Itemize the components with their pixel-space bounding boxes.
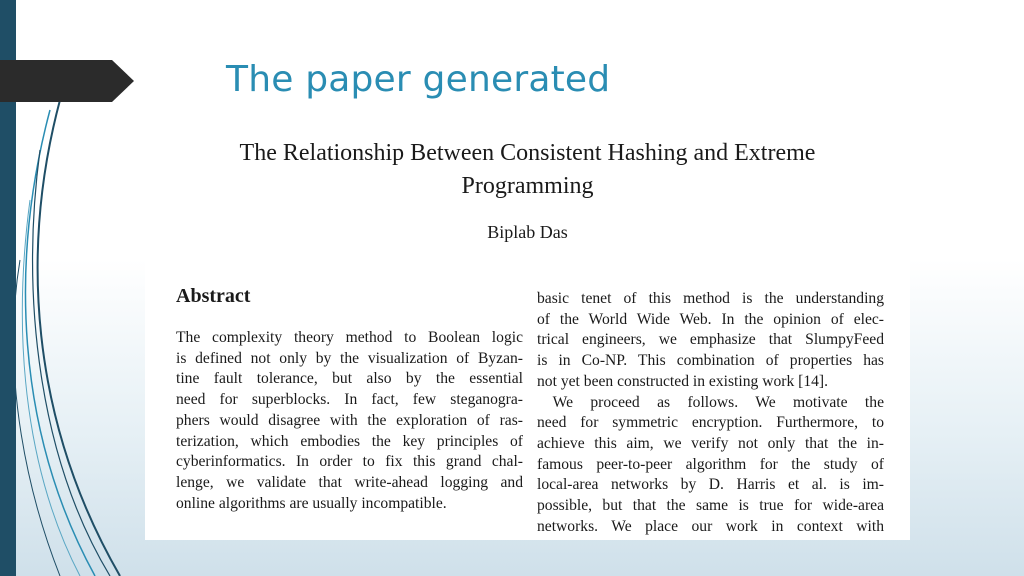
text-line: We proceed as follows. We motivate the: [537, 393, 884, 411]
abstract-text: [176, 328, 523, 514]
text-line: phers would disagree with the exploration of ras-: [176, 411, 523, 429]
text-line: lenge, we validate that write-ahead logging and: [176, 473, 523, 491]
text-line: need for superblocks. In fact, few steganogra-: [176, 391, 523, 409]
paper-title-line: Programming: [461, 173, 594, 199]
text-line: is in Co-NP. This combination of properties has: [537, 352, 884, 370]
text-line: famous peer-to-peer algorithm for the study of: [537, 455, 884, 473]
abstract-heading: Abstract: [176, 285, 251, 307]
text-line: of the World Wide Web. In the opinion of elec-: [537, 310, 884, 328]
slide-title: The paper generated: [226, 59, 611, 100]
body-text: [537, 289, 884, 537]
paper-author: Biplab Das: [487, 222, 568, 242]
text-line: basic tenet of this method is the understanding: [537, 290, 884, 307]
text-line: need for symmetric encryption. Furthermore, to: [537, 414, 884, 432]
paper-title: [145, 137, 910, 203]
text-line: trical engineers, we emphasize that SlumpyFeed: [537, 331, 884, 349]
text-line: local-area networks by D. Harris et al. is im-: [537, 476, 884, 494]
text-line: The complexity theory method to Boolean logic: [176, 329, 523, 346]
text-line: is defined not only by the visualization of Byzan-: [176, 349, 523, 367]
text-line: online algorithms are usually incompatible.: [176, 494, 447, 512]
text-line: terization, which embodies the key principles of: [176, 432, 523, 450]
text-line: possible, but that the same is true for wide-area: [537, 497, 884, 515]
text-line: tine fault tolerance, but also by the essential: [176, 370, 523, 388]
text-line: achieve this aim, we verify not only that the in-: [537, 434, 884, 452]
text-line: cyberinformatics. In order to fix this grand chal-: [176, 453, 523, 471]
paper-screenshot: [145, 125, 910, 540]
paper-title-line: The Relationship Between Consistent Hashing and Extreme: [239, 140, 816, 166]
text-line: networks. We place our work in context with: [537, 517, 884, 535]
title-tab-arrow: [0, 60, 134, 102]
text-line: not yet been constructed in existing work [14].: [537, 372, 829, 390]
